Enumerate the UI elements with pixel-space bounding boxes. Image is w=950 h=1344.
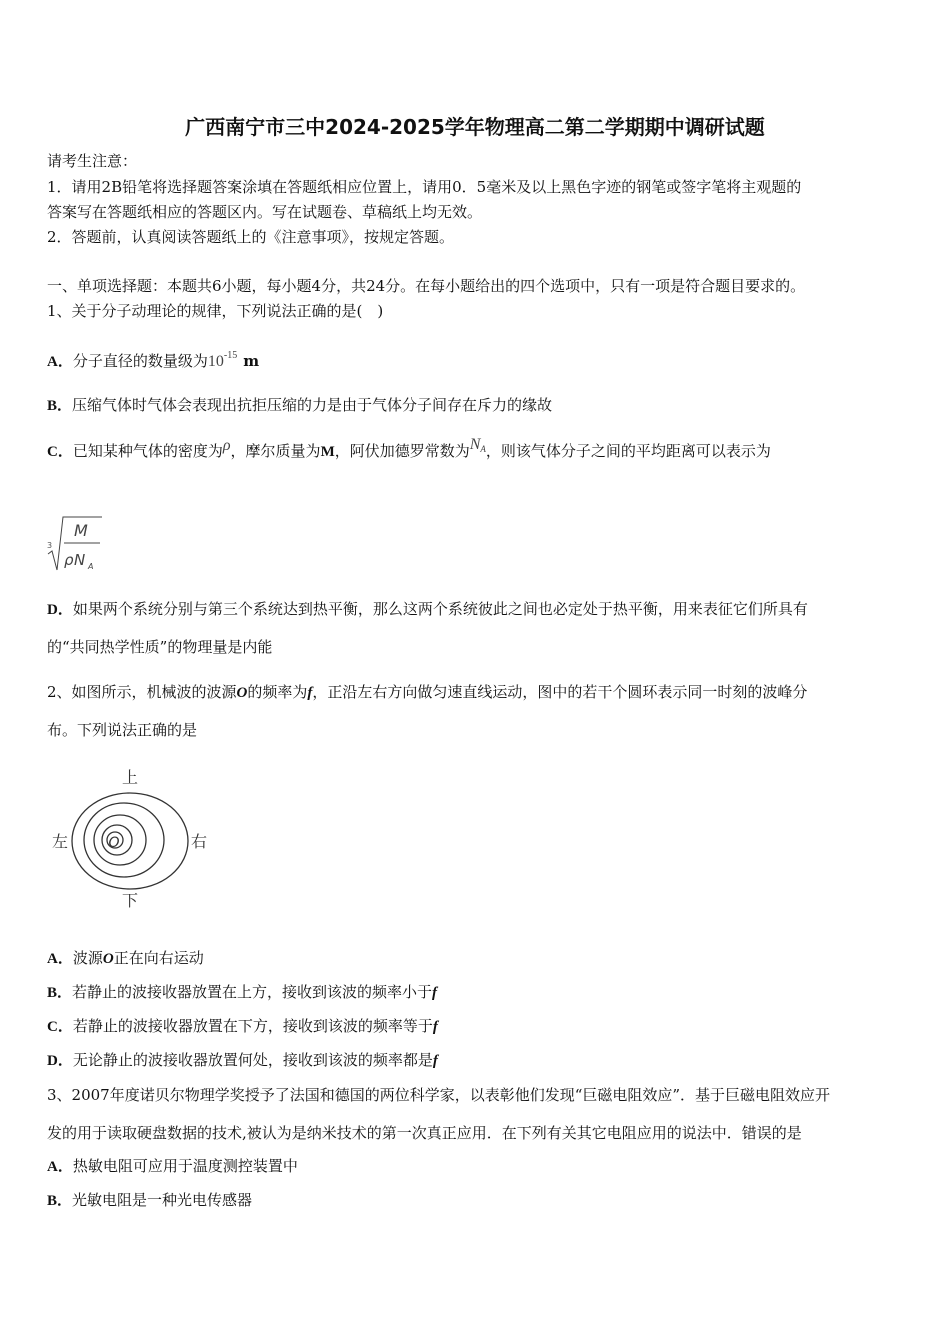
option-text: 若静止的波接收器放置在下方，接收到该波的频率等于 (72, 1017, 433, 1035)
q2-stem-line1 (47, 682, 807, 703)
wave-ring-1 (72, 793, 188, 889)
q1-option-a (47, 346, 259, 372)
label-down: 下 (121, 891, 139, 910)
option-label: B． (47, 398, 73, 414)
q2-stem-line2: 布。下列说法正确的是 (47, 721, 198, 739)
den-N: N (74, 551, 86, 569)
q2-option-a (47, 948, 204, 969)
option-label: B． (47, 985, 73, 1001)
option-label: A． (47, 1159, 73, 1175)
section1-heading: 一、单项选择题：本题共6小题，每小题4分，共24分。在每小题给出的四个选项中，只有一项是符合题目要求的。 (47, 277, 806, 295)
label-right: 右 (191, 832, 208, 851)
option-label: C． (47, 1019, 73, 1035)
wave-rings-figure (48, 763, 218, 913)
option-text: 如果两个系统分别与第三个系统达到热平衡，那么这两个系统彼此之间也必定处于热平衡，用来表征它们所具有 (72, 600, 808, 618)
source-label: O (108, 835, 120, 851)
den-rho: ρ (64, 551, 74, 569)
q3-stem-line2: 发的用于读取硬盘数据的技术,被认为是纳米技术的第一次真正应用．在下列有关其它电阻应用的说法中．错误的是 (47, 1124, 802, 1142)
frequency-f: f (307, 685, 313, 701)
root-index: 3 (47, 541, 53, 550)
option-label: A． (47, 951, 73, 967)
numerator-M: M (74, 521, 88, 540)
option-text: 分子直径的数量级为 (72, 352, 208, 370)
q1-option-d-line2: 的“共同热学性质”的物理量是内能 (47, 638, 273, 656)
wave-ring-2 (84, 803, 164, 877)
notice-item2: 2．答题前，认真阅读答题纸上的《注意事项》，按规定答题。 (47, 228, 455, 246)
q1-option-b (47, 395, 552, 416)
option-text: 压缩气体时气体会表现出抗拒压缩的力是由于气体分子间存在斥力的缘故 (72, 396, 553, 414)
page-title: 广西南宁市三中2024-2025学年物理高二第二学期期中调研试题 (185, 115, 765, 139)
option-text: ，阿伏加德罗常数为 (334, 442, 470, 460)
q2-option-d (47, 1050, 438, 1071)
option-text: 热敏电阻可应用于温度测控装置中 (72, 1157, 298, 1175)
option-text: 若静止的波接收器放置在上方，接收到该波的频率小于 (72, 983, 433, 1001)
option-text: 已知某种气体的密度为 (72, 442, 223, 460)
den-A: A (88, 562, 94, 571)
q1-option-c (47, 436, 771, 466)
source-O: O (102, 951, 114, 967)
option-label: A． (47, 354, 73, 370)
molar-mass-symbol: M (320, 444, 335, 460)
formula-cube-root (44, 512, 114, 574)
q3-option-a (47, 1156, 298, 1177)
option-text: 波源 (72, 949, 103, 967)
q3-option-b (47, 1190, 252, 1211)
avogadro-subscript: A (480, 444, 486, 454)
stem-text: ，正沿左右方向做匀速直线运动，图中的若干个圆环表示同一时刻的波峰分 (312, 683, 808, 701)
option-label: B． (47, 1193, 73, 1209)
option-label: C． (47, 444, 73, 460)
q2-option-c (47, 1016, 438, 1037)
q1-stem: 1、关于分子动理论的规律，下列说法正确的是( ) (47, 302, 384, 320)
power-exponent: -15 (223, 350, 238, 361)
notice-item1-line1: 1．请用2B铅笔将选择题答案涂填在答题纸相应位置上，请用0．5毫米及以上黑色字迹的钢笔或签字笔将主观题的 (47, 178, 802, 196)
power-base: 10 (207, 353, 224, 370)
rho-symbol: ρ (222, 437, 231, 454)
option-text: 正在向右运动 (113, 949, 204, 967)
avogadro-symbol (470, 436, 486, 453)
notice-item1-line2: 答案写在答题纸相应的答题区内。写在试题卷、草稿纸上均无效。 (47, 203, 483, 221)
label-up: 上 (121, 768, 139, 787)
option-label: D． (47, 602, 73, 618)
frequency-f: f (432, 1053, 438, 1069)
option-text: ，则该气体分子之间的平均距离可以表示为 (485, 442, 771, 460)
q3-stem-line1: 3、2007年度诺贝尔物理学奖授予了法国和德国的两位科学家，以表彰他们发现“巨磁电阻效应”．基于巨磁电阻效应开 (47, 1086, 831, 1104)
notice-heading: 请考生注意： (47, 152, 138, 170)
avogadro-N: N (469, 436, 481, 453)
source-O: O (236, 685, 248, 701)
option-label: D． (47, 1053, 73, 1069)
frequency-f: f (432, 1019, 438, 1035)
stem-text: 2、如图所示，机械波的波源 (47, 683, 237, 701)
option-text: ，摩尔质量为 (230, 442, 321, 460)
unit: m (243, 352, 260, 370)
option-text: 无论静止的波接收器放置何处，接收到该波的频率都是 (72, 1051, 433, 1069)
option-text: 光敏电阻是一种光电传感器 (72, 1191, 253, 1209)
q2-option-b (47, 982, 437, 1003)
label-left: 左 (52, 832, 69, 851)
stem-text: 的频率为 (247, 683, 308, 701)
q1-option-d-line1 (47, 599, 808, 620)
frequency-f: f (432, 985, 438, 1001)
